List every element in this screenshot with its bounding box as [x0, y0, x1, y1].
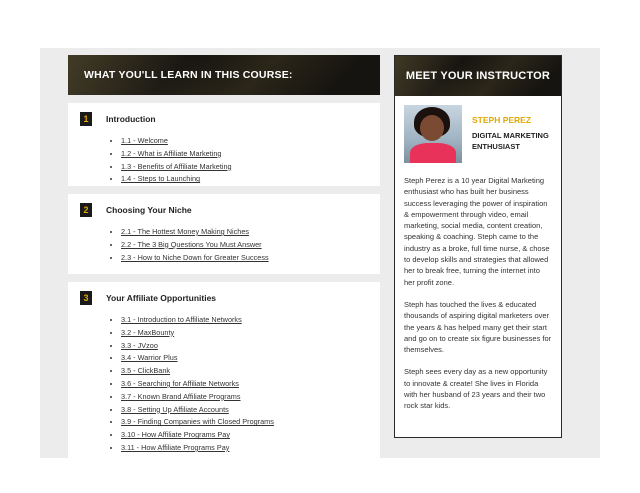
lesson-link[interactable]: 1.3 - Benefits of Affiliate Marketing [121, 161, 232, 171]
lesson-item[interactable] [121, 327, 368, 340]
module-title: Your Affiliate Opportunities [106, 293, 217, 303]
module-header [80, 110, 368, 128]
lesson-item[interactable] [121, 135, 368, 148]
bio-paragraph: Steph Perez is a 10 year Digital Marketing enthusiast who has built her business success leveraging the power of inspiration & empowerment through video, email marketing, social media, content creation, speaking & coaching. Steph came to the industry as a broke, full time nurse, & chose to develop skills and strategies that allowed her to break free, turning the internet into her profit zone. [404, 176, 550, 287]
lesson-link[interactable]: 3.4 - Warrior Plus [121, 353, 178, 363]
module-1 [68, 103, 380, 186]
course-page-panel [40, 48, 600, 458]
lesson-item[interactable] [121, 173, 368, 186]
instructor-card [394, 55, 562, 438]
module-2 [68, 194, 380, 274]
instructor-avatar [404, 105, 462, 163]
lesson-item[interactable] [121, 391, 368, 404]
instructor-role: DIGITAL MARKETING ENTHUSIAST [472, 131, 549, 151]
module-title: Introduction [106, 114, 156, 124]
lesson-link[interactable]: 3.8 - Setting Up Affiliate Accounts [121, 404, 229, 414]
lesson-link[interactable]: 3.1 - Introduction to Affiliate Networks [121, 315, 242, 324]
instructor-bio [395, 175, 561, 412]
lesson-item[interactable] [121, 239, 368, 252]
lesson-item[interactable] [121, 161, 368, 174]
lesson-link[interactable]: 3.7 - Known Brand Affiliate Programs [121, 391, 241, 401]
curriculum-banner: WHAT YOU'LL LEARN IN THIS COURSE: [68, 55, 380, 95]
lesson-item[interactable] [121, 340, 368, 353]
lesson-item[interactable] [121, 365, 368, 378]
lesson-item[interactable] [121, 429, 368, 442]
lesson-list [80, 135, 368, 186]
lesson-item[interactable] [121, 148, 368, 161]
module-header [80, 201, 368, 219]
lesson-link[interactable]: 3.11 - How Affiliate Programs Pay [121, 442, 230, 452]
lesson-item[interactable] [121, 442, 368, 455]
lesson-link[interactable]: 1.1 - Welcome [121, 136, 168, 145]
lesson-link[interactable]: 2.2 - The 3 Big Questions You Must Answer [121, 239, 262, 249]
lesson-link[interactable]: 3.3 - JVzoo [121, 340, 158, 350]
lesson-link[interactable]: 3.9 - Finding Companies with Closed Programs [121, 417, 274, 427]
lesson-link[interactable]: 3.6 - Searching for Affiliate Networks [121, 378, 239, 388]
course-curriculum [68, 55, 380, 458]
lesson-item[interactable] [121, 416, 368, 429]
bio-paragraph: Steph sees every day as a new opportunity to innovate & create! She lives in Florida with her husband of 23 years and their two rock star kids. [404, 367, 548, 411]
instructor-header [395, 96, 561, 163]
instructor-name: STEPH PEREZ [472, 115, 532, 125]
lesson-item[interactable] [121, 314, 368, 327]
lesson-item[interactable] [121, 378, 368, 391]
module-3 [68, 282, 380, 458]
module-number-badge: 2 [80, 203, 92, 217]
bio-paragraph: Steph has touched the lives & educated thousands of aspiring digital marketers over the years & has helped many get their start and go on to create six figure businesses for themselves. [404, 299, 552, 355]
lesson-link[interactable]: 3.5 - ClickBank [121, 366, 171, 376]
lesson-item[interactable] [121, 226, 368, 239]
lesson-list [80, 314, 368, 455]
lesson-link[interactable]: 1.2 - What is Affiliate Marketing [121, 148, 222, 158]
module-title: Choosing Your Niche [106, 205, 192, 215]
lesson-item[interactable] [121, 404, 368, 417]
lesson-link[interactable]: 1.4 - Steps to Launching [121, 174, 201, 184]
lesson-link[interactable]: 3.10 - How Affiliate Programs Pay [121, 430, 230, 440]
lesson-link[interactable]: 2.1 - The Hottest Money Making Niches [121, 227, 250, 236]
lesson-item[interactable] [121, 252, 368, 265]
module-header [80, 289, 368, 307]
lesson-item[interactable] [121, 352, 368, 365]
lesson-link[interactable]: 3.2 - MaxBounty [121, 327, 175, 337]
instructor-meta [472, 105, 552, 163]
lesson-link[interactable]: 2.3 - How to Niche Down for Greater Success [121, 252, 269, 262]
module-number-badge: 3 [80, 291, 92, 305]
instructor-banner: MEET YOUR INSTRUCTOR [395, 56, 561, 96]
lesson-list [80, 226, 368, 264]
module-number-badge: 1 [80, 112, 92, 126]
